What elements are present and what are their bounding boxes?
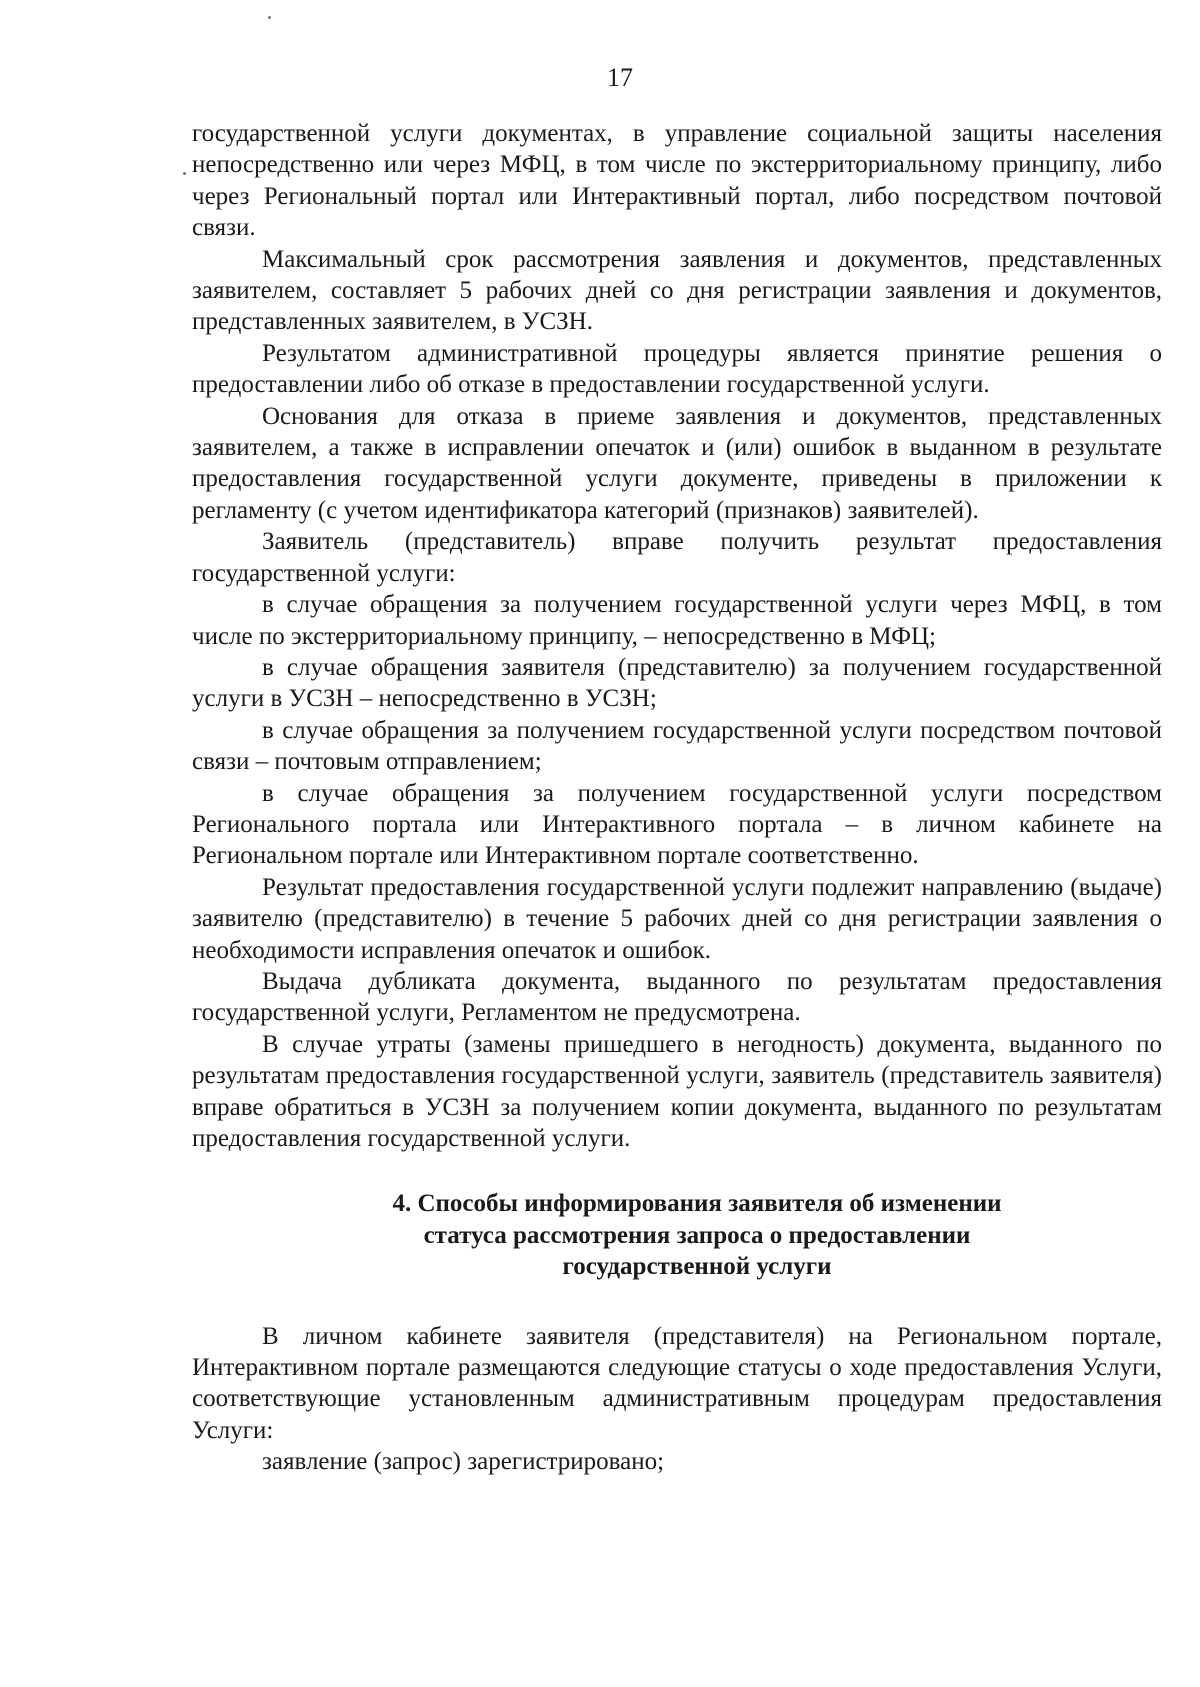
paragraph: заявление (запрос) зарегистрировано;	[262, 1448, 665, 1476]
paragraph: Выдача дубликата документа, выданного по результатам предоставления государственной услуги, Регламентом не предусмотрена.	[192, 967, 1162, 1027]
paragraph: Основания для отказа в приеме заявления и документов, представленных заявителем, а также в исправлении опечаток и (или) ошибок в выданном в результате предоставления государственной услуги документе, приведены в приложении к регламенту (с учетом идентификатора категорий (признаков) заявителей).	[192, 402, 1162, 524]
paragraph: В случае утраты (замены пришедшего в негодность) документа, выданного по результатам предоставления государственной услуги, заявитель (представитель заявителя) вправе обратиться в УСЗН за получением копии документа, выданного по результатам предоставления государственной услуги.	[192, 1030, 1162, 1152]
section-heading	[192, 1188, 1162, 1282]
section-heading-line: государственной услуги	[562, 1253, 832, 1281]
paragraph: Результат предоставления государственной услуги подлежит направлению (выдаче) заявителю (представителю) в течение 5 рабочих дней со дня регистрации заявления о необходимости исправления опечаток и ошибок.	[192, 873, 1162, 964]
section-heading-line: статуса рассмотрения запроса о предоставлении	[423, 1221, 971, 1249]
paragraphs-after-heading	[192, 1321, 1162, 1478]
scan-speck	[268, 16, 271, 19]
paragraphs-before-heading	[192, 118, 1162, 1154]
scan-speck	[183, 172, 186, 175]
page-number: 17	[607, 63, 633, 92]
section-heading-line: 4. Способы информирования заявителя об изменении	[392, 1190, 1002, 1218]
paragraph: Заявитель (представитель) вправе получить результат предоставления государственной услуги:	[192, 528, 1162, 587]
paragraph: Результатом административной процедуры является принятие решения о предоставлении либо об отказе в предоставлении государственной услуги.	[192, 339, 1162, 399]
paragraph: В личном кабинете заявителя (представителя) на Региональном портале, Интерактивном портале размещаются следующие статусы о ходе предоставления Услуги, соответствующие установленным административным процедурам предоставления Услуги:	[192, 1322, 1162, 1444]
paragraph: в случае обращения заявителя (представителю) за получением государственной услуги в УСЗН – непосредственно в УСЗН;	[192, 653, 1162, 713]
paragraph: в случае обращения за получением государственной услуги посредством почтовой связи – почтовым отправлением;	[192, 716, 1162, 776]
paragraph: в случае обращения за получением государственной услуги посредством Регионального портала или Интерактивного портала – в личном кабинете на Региональном портале или Интерактивном портале соответственно.	[192, 779, 1162, 870]
paragraph: государственной услуги документах, в управление социальной защиты населения непосредственно или через МФЦ, в том числе по экстерриториальному принципу, либо через Региональный портал или Интерактивный портал, либо посредством почтовой связи.	[192, 120, 1162, 242]
paragraph: Максимальный срок рассмотрения заявления и документов, представленных заявителем, составляет 5 рабочих дней со дня регистрации заявления и документов, представленных заявителем, в УСЗН.	[192, 245, 1162, 336]
paragraph: в случае обращения за получением государственной услуги через МФЦ, в том числе по экстерриториальному принципу, – непосредственно в МФЦ;	[192, 591, 1162, 650]
document-body	[192, 118, 1162, 1478]
